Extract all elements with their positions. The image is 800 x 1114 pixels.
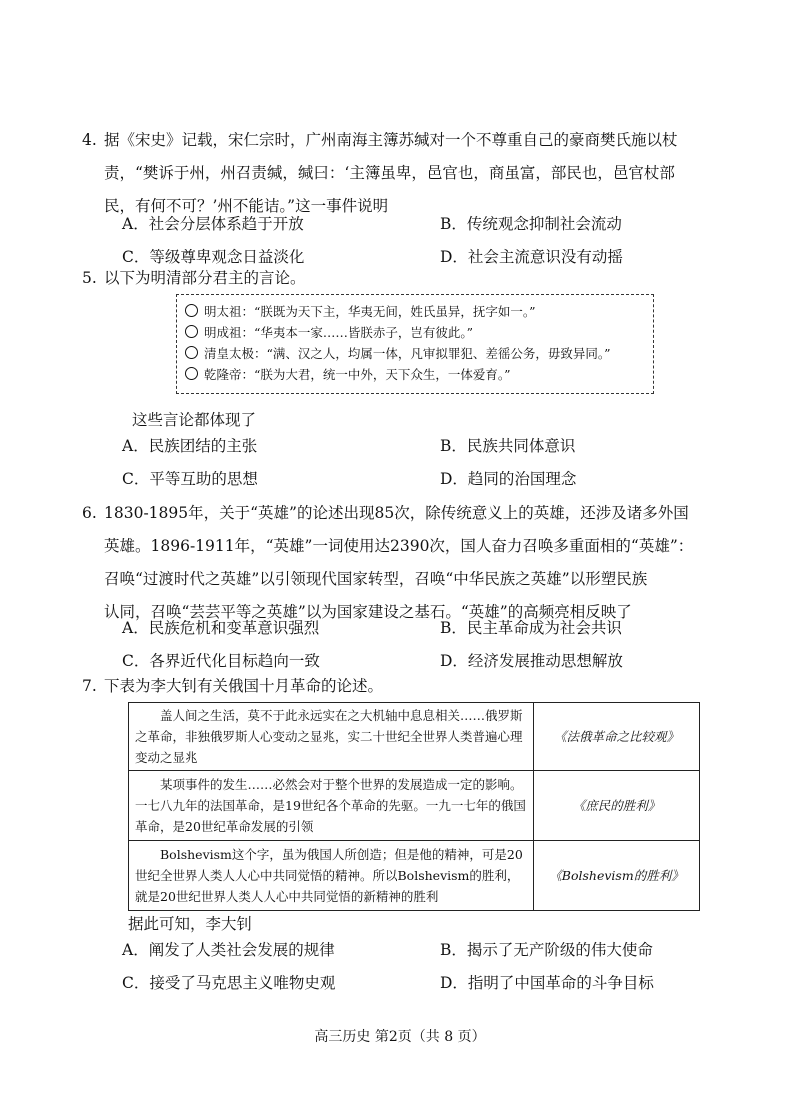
option-a[interactable]: A．社会分层体系趋于开放 [122, 215, 304, 233]
question-number: 4. [82, 131, 97, 149]
question-text-line: 英雄。1896-1911年，“英雄”一词使用达2390次，国人奋力召唤多重面相的“英雄”： [104, 537, 694, 555]
option-c[interactable]: C．各界近代化目标趋向一致 [122, 652, 320, 670]
question-text-line: 认同，召唤“芸芸平等之英雄”以为国家建设之基石。“英雄”的高频亮相反映了 [104, 603, 632, 621]
question-number: 7. [82, 677, 97, 695]
question-6-options [122, 612, 722, 678]
question-text-line: 责，“樊诉于州，州召责缄，缄曰：‘主簿虽卑，邑官也，商虽富，部民也，邑官杖部 [104, 164, 675, 182]
question-7-prompt: 据此可知，李大钊 [128, 915, 253, 933]
question-stem: 以下为明清部分君主的言论。 [104, 269, 306, 287]
option-a[interactable]: A．阐发了人类社会发展的规律 [122, 941, 335, 959]
question-number: 6. [82, 504, 97, 522]
question-stem: 下表为李大钊有关俄国十月革命的论述。 [104, 677, 384, 695]
option-c[interactable]: C．平等互助的思想 [122, 470, 258, 488]
option-b[interactable]: B．民主革命成为社会共识 [440, 619, 622, 637]
question-text-line: 民，有何不可？’州不能诘。”这一事件说明 [104, 197, 389, 215]
option-c[interactable]: C．接受了马克思主义唯物史观 [122, 974, 336, 992]
circle-bullet-icon [185, 304, 198, 317]
option-c[interactable]: C．等级尊卑观念日益淡化 [122, 248, 305, 266]
table-cell-text: 盖人间之生活，莫不于此永远实在之大机轴中息息相关……俄罗斯之革命，非独俄罗斯人心变动之显兆，实二十世纪全世界人类普遍心理变动之显兆 [129, 703, 534, 771]
quote-item: 清皇太极：“满、汉之人，均属一体，凡审拟罪犯、差徭公务，毋致异同。” [185, 343, 645, 364]
table-row [129, 703, 700, 771]
circle-bullet-icon [185, 325, 198, 338]
circle-bullet-icon [185, 346, 198, 359]
table-cell-source: 《法俄革命之比较观》 [534, 703, 700, 771]
question-7-options [122, 934, 722, 1000]
option-d[interactable]: D．趋同的治国理念 [440, 470, 577, 488]
lidazhao-table [128, 702, 700, 911]
question-6 [82, 497, 704, 629]
option-d[interactable]: D．指明了中国革命的斗争目标 [440, 974, 654, 992]
question-text-line: 召唤“过渡时代之英雄”以引领现代国家转型，召唤“中华民族之英雄”以形塑民族 [104, 570, 648, 588]
option-b[interactable]: B．传统观念抑制社会流动 [440, 215, 622, 233]
table-cell-text: 某项事件的发生……必然会对于整个世界的发展造成一定的影响。一七八九年的法国革命，是19世纪各个革命的先驱。一九一七年的俄国革命，是20世纪革命发展的引领 [129, 771, 534, 841]
question-5-options [122, 430, 722, 496]
option-b[interactable]: B．民族共同体意识 [440, 437, 576, 455]
table-cell-source: 《Bolshevism的胜利》 [534, 841, 700, 911]
quote-item: 明太祖：“朕既为天下主，华夷无间，姓氏虽异，抚字如一。” [185, 301, 645, 322]
option-d[interactable]: D．经济发展推动思想解放 [440, 652, 623, 670]
table-row [129, 841, 700, 911]
option-b[interactable]: B．揭示了无产阶级的伟大使命 [440, 941, 653, 959]
question-7 [82, 670, 704, 703]
quote-box [176, 294, 654, 394]
table-row [129, 771, 700, 841]
question-5 [82, 262, 704, 295]
question-text-line: 据《宋史》记载，宋仁宗时，广州南海主簿苏缄对一个不尊重自己的豪商樊氏施以杖 [104, 131, 678, 149]
question-number: 5. [82, 269, 97, 287]
quote-item: 乾隆帝：“朕为大君，统一中外，天下众生，一体爱育。” [185, 364, 645, 385]
question-text-line: 1830-1895年，关于“英雄”的论述出现85次，除传统意义上的英雄，还涉及诸多外国 [104, 504, 689, 522]
option-d[interactable]: D．社会主流意识没有动摇 [440, 248, 623, 266]
question-5-prompt: 这些言论都体现了 [132, 411, 257, 429]
quote-item: 明成祖：“华夷本一家……皆朕赤子，岂有彼此。” [185, 322, 645, 343]
table-cell-text: Bolshevism这个字，虽为俄国人所创造；但是他的精神，可是20世纪全世界人类人人心中共同觉悟的精神。所以Bolshevism的胜利，就是20世纪世界人类人人心中共同觉悟的新精神的胜利 [129, 841, 534, 911]
page-footer: 高三历史 第2页（共 8 页） [314, 1029, 486, 1045]
table-cell-source: 《庶民的胜利》 [534, 771, 700, 841]
circle-bullet-icon [185, 367, 198, 380]
option-a[interactable]: A．民族团结的主张 [122, 437, 258, 455]
option-a[interactable]: A．民族危机和变革意识强烈 [122, 619, 320, 637]
